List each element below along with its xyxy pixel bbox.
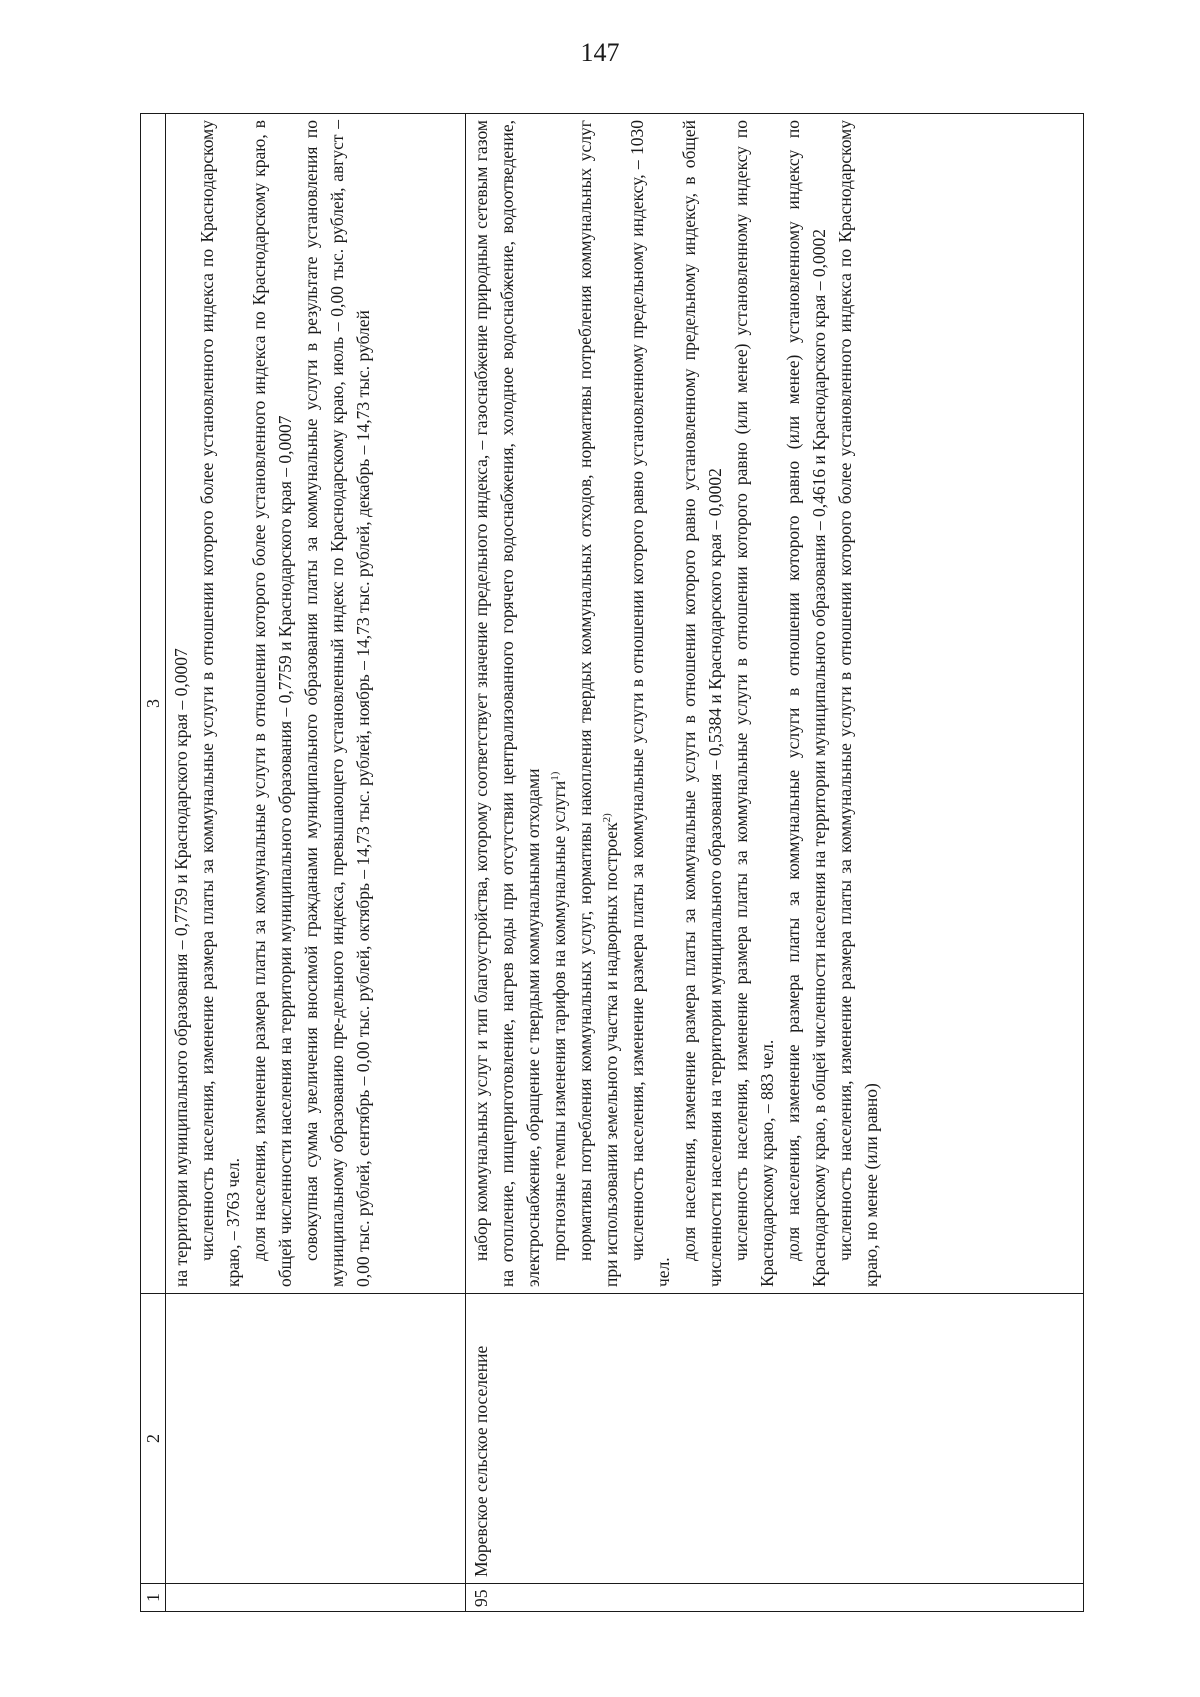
settlement-name-cell [166, 1294, 466, 1584]
description-paragraph: численность населения, изменение размера платы за коммунальные услуги в отношении которого равно (или менее) установленному индексу по Краснодарскому краю, – 883 чел. [731, 120, 777, 1287]
row-number-cell [166, 1584, 466, 1612]
page-number: 147 [580, 38, 620, 67]
tariff-table [140, 113, 1084, 1612]
table-row [166, 114, 466, 1612]
rotated-table-wrapper [140, 113, 1084, 1612]
description-paragraph: численность населения, изменение размера платы за коммунальные услуги в отношении которого равно установленному предельному индексу, – 1030 чел. [627, 120, 673, 1287]
description-paragraph: набор коммунальных услуг и тип благоустройства, которому соответствует значение предельного индекса, – газоснабжение природным сетевым газом на отопление, пищеприготовление, нагрев воды при отсутствии централизованного горячего водоснабжения, холодное водоснабжение, водоотведение, электроснабжение, обращение с твердыми коммунальными отходами [471, 120, 543, 1287]
description-cell [166, 114, 466, 1294]
paragraph-text: прогнозные темпы изменения тарифов на коммунальные услуги [549, 780, 569, 1261]
description-paragraph [572, 120, 624, 1287]
description-paragraph: на территории муниципального образования – 0,7759 и Краснодарского края – 0,0007 [171, 648, 191, 1287]
column-header-3: 3 [141, 114, 166, 1294]
row-number-cell: 95 [466, 1584, 1084, 1612]
table-header-row [141, 114, 166, 1612]
settlement-name-cell: Моревское сельское поселение [466, 1294, 1084, 1584]
description-paragraph: совокупная сумма увеличения вносимой гражданами муниципального образования платы за коммунальные услуги в результате установления по муниципальному образованию пре-дельного индекса, превышающего установленный индекс по Краснодарскому краю, июль – 0,00 тыс. рублей, август – 0,00 тыс. рублей, сентябрь – 0,00 тыс. рублей, октябрь – 14,73 тыс. рублей, ноябрь – 14,73 тыс. рублей, декабрь – 14,73 тыс. рублей [301, 120, 373, 1287]
column-header-1: 1 [141, 1584, 166, 1612]
description-paragraph: численность населения, изменение размера платы за коммунальные услуги в отношении которого более установленного индекса по Краснодарскому краю, – 3763 чел. [197, 120, 243, 1287]
description-paragraph [546, 120, 572, 1287]
description-cell [466, 114, 1084, 1294]
description-paragraph: доля населения, изменение размера платы за коммунальные услуги в отношении которого равно (или менее) установленному индексу по Краснодарскому краю, в общей численности населения на территории муниципального образования – 0,4616 и Краснодарского края – 0,0002 [783, 120, 829, 1287]
description-paragraph: доля населения, изменение размера платы за коммунальные услуги в отношении которого равно установленному предельному индексу, в общей численности населения на территории муниципального образования – 0,5384 и Краснодарского края – 0,0002 [679, 120, 725, 1287]
footnote-ref: 1) [549, 771, 562, 781]
table-row [466, 114, 1084, 1612]
paragraph-text: нормативы потребления коммунальных услуг, нормативы накопления твердых коммунальных отходов, нормативы потребления коммунальных услуг при использовании земельного участка и надворных построек [575, 120, 621, 1287]
column-header-2: 2 [141, 1294, 166, 1584]
description-paragraph: численность населения, изменение размера платы за коммунальные услуги в отношении которого более установленного индекса по Краснодарскому краю, но менее (или равно) [835, 120, 881, 1287]
footnote-ref: 2) [601, 813, 614, 823]
description-paragraph: доля населения, изменение размера платы за коммунальные услуги в отношении которого более установленного индекса по Краснодарскому краю, в общей численности населения на территории муниципального образования – 0,7759 и Краснодарского края – 0,0007 [249, 120, 295, 1287]
